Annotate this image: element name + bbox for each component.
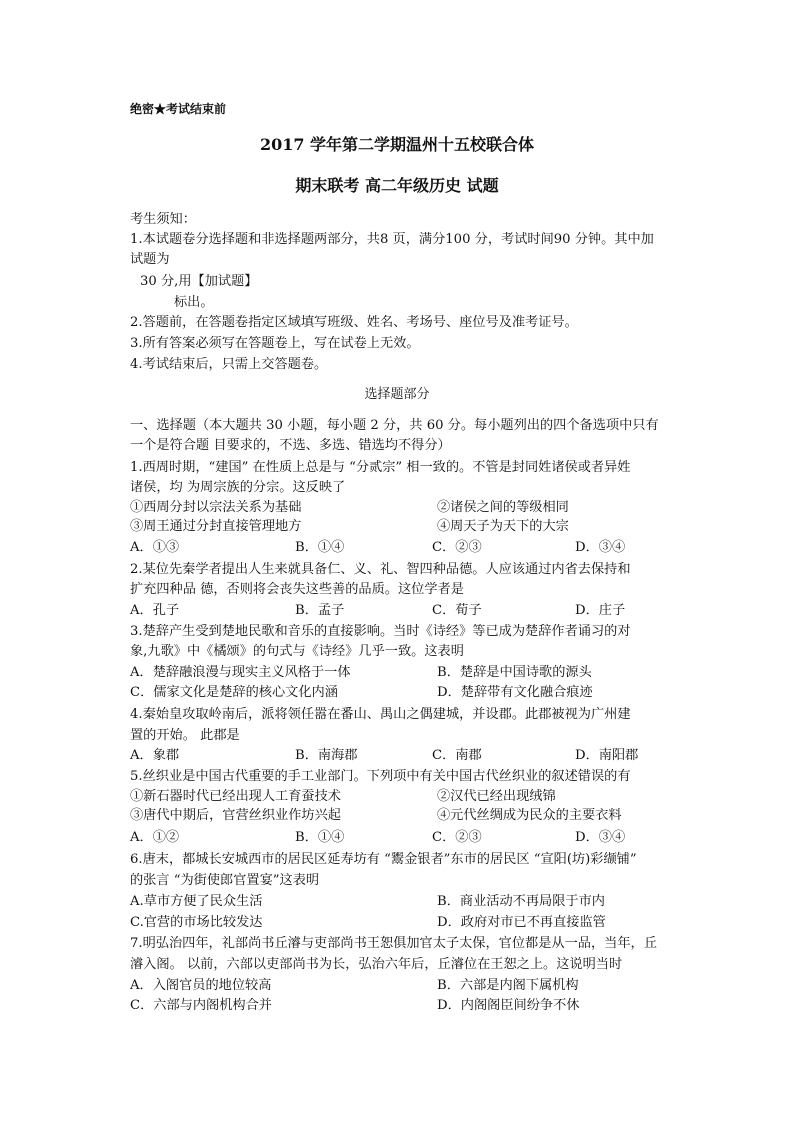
option-c: C．荀子 [432,603,482,618]
part-intro: 一、选择题（本大题共 30 小题，每小题 2 分，共 60 分。每小题列出的四个备选项中只有 [130,418,659,433]
option-a: A．楚辞融浪漫与现实主义风格于一体 [130,665,351,680]
instruction-line: 2.答题前，在答题卷指定区域填写班级、姓名、考场号、座位号及准考证号。 [130,315,578,330]
option-b: B．①④ [295,830,345,845]
option-c: C.官营的市场比较发达 [130,915,263,930]
question-stem: 6.唐末，都城长安城西市的居民区延寿坊有 “鬻金银者”东市的居民区 “宣阳(坊)彩缬铺” [130,852,637,867]
question-stem: 4.秦始皇攻取岭南后，派将领任嚣在番山、禺山之偶建城，并设郡。此郡被视为广州建 [130,707,631,722]
statement: ①西周分封以宗法关系为基础 [130,500,302,515]
option-c: C．六部与内阁机构合并 [130,998,272,1013]
option-b: B．南海郡 [295,748,358,763]
option-c: C．南郡 [432,748,482,763]
option-c: C．②③ [432,540,482,555]
instruction-line: 试题为 [130,252,170,267]
question-stem: 2.某位先秦学者提出人生来就具备仁、义、礼、智四种品德。人应该通过内省去保持和 [130,562,631,577]
instruction-line: 4.考试结束后，只需上交答题卷。 [130,357,328,372]
instruction-line: 1.本试题卷分选择题和非选择题两部分，共8 页，满分100 分，考试时间90 分钟。其中加 [130,232,654,247]
exam-subtitle: 期末联考 高二年级历史 试题 [295,176,499,195]
question-stem: 濬入阁。 以前，六部以吏部尚书为长，弘治六年后，丘濬位在王恕之上。这说明当时 [130,957,623,972]
option-b: B．商业活动不再局限于市内 [437,894,605,909]
option-b: B．六部是内阁下属机构 [437,978,579,993]
question-stem: 5.丝织业是中国古代重要的手工业部门。下列项中有关中国古代丝织业的叙述错误的有 [130,769,631,784]
statement: ②汉代已经出现绒锦 [437,789,556,804]
instruction-line: 3.所有答案必须写在答题卷上，写在试卷上无效。 [130,336,420,351]
option-a: A．入阁官员的地位较高 [130,978,272,993]
option-d: D．内阁阁臣间纷争不休 [437,998,580,1013]
question-stem: 7.明弘治四年，礼部尚书丘濬与吏部尚书王恕俱加官太子太保，官位都是从一品，当年，丘 [130,936,657,951]
section-title: 选择题部分 [364,387,430,402]
question-stem: 的张言 “为街使郎官置宴”这表明 [130,873,320,888]
option-a: A．象郡 [130,748,180,763]
option-c: C．儒家文化是楚辞的核心文化内涵 [130,685,338,700]
statement: ③周王通过分封直接管理地方 [130,519,302,534]
option-d: D．庄子 [575,603,626,618]
option-c: C．②③ [432,830,482,845]
question-stem: 诸侯，均 为周宗族的分宗。这反映了 [130,480,346,495]
option-a: A.草市方便了民众生活 [130,894,263,909]
option-a: A．①③ [130,540,180,555]
question-stem: 象,九歌》中《橘颂》的句式与《诗经》几乎一致。这表明 [130,644,464,659]
option-a: A．孔子 [130,603,180,618]
question-stem: 置的开始。 此郡是 [130,728,240,743]
statement: ④元代丝绸成为民众的主要衣料 [437,808,622,823]
question-stem: 扩充四种品 德，否则将会丧失这些善的品质。这位学者是 [130,582,464,597]
instruction-line: 标出。 [174,295,214,310]
statement: ③唐代中期后，官营丝织业作坊兴起 [130,808,341,823]
option-d: D．南阳郡 [575,748,639,763]
part-intro: 一个是符合题 目要求的，不选、多选、错选均不得分） [130,438,451,453]
option-b: B．①④ [295,540,345,555]
option-d: D．楚辞带有文化融合痕迹 [437,685,593,700]
option-b: B．楚辞是中国诗歌的源头 [437,665,592,680]
option-d: D．③④ [575,540,626,555]
instruction-line: 30 分,用【加试题】 [140,274,258,289]
statement: ①新石器时代已经出现人工育蚕技术 [130,789,341,804]
question-stem: 3.楚辞产生受到楚地民歌和音乐的直接影响。当时《诗经》等已成为楚辞作者诵习的对 [130,624,631,639]
exam-title: 2017 学年第二学期温州十五校联合体 [259,135,535,154]
option-a: A．①② [130,830,180,845]
option-d: D．政府对市已不再直接监管 [437,915,606,930]
statement: ④周天子为天下的大宗 [437,519,569,534]
statement: ②诸侯之间的等级相同 [437,500,569,515]
secret-label: 绝密★考试结束前 [130,102,227,116]
option-d: D．③④ [575,830,626,845]
option-b: B．孟子 [295,603,345,618]
question-stem: 1.西周时期，“建国” 在性质上总是与 “分贰宗” 相一致的。不管是封同姓诸侯或者异姓 [130,460,631,475]
instructions-heading: 考生须知： [130,212,196,227]
